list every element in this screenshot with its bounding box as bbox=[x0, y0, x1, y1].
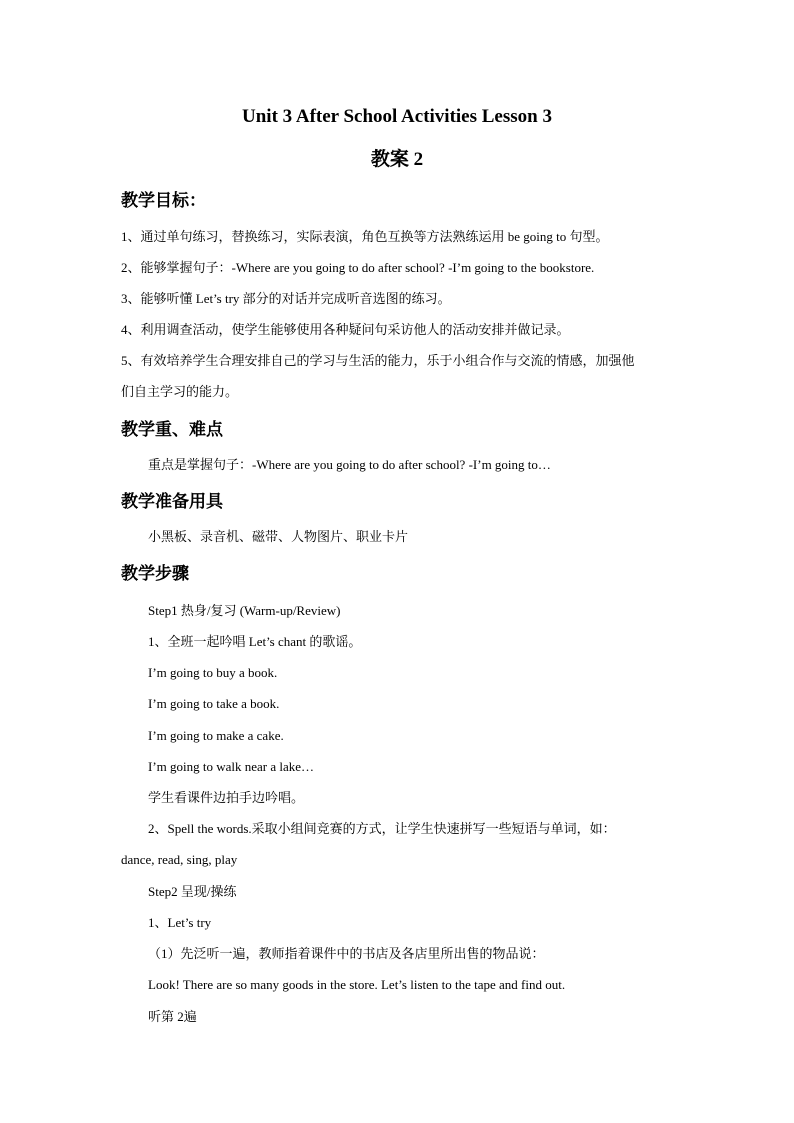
objective-item: 3、能够听懂 Let’s try 部分的对话并完成听音选图的练习。 bbox=[121, 291, 451, 306]
step-line: 2、Spell the words.采取小组间竞赛的方式，让学生快速拼写一些短语与单词，如： bbox=[148, 821, 616, 836]
chant-line: I’m going to make a cake. bbox=[148, 728, 284, 743]
section-heading-steps: 教学步骤 bbox=[121, 564, 189, 584]
key-points-text: 重点是掌握句子：-Where are you going to do after school? -I’m going to… bbox=[148, 457, 551, 472]
objective-item: 1、通过单句练习，替换练习，实际表演，角色互换等方法熟练运用 be going to 句型。 bbox=[121, 229, 609, 244]
chant-line: I’m going to take a book. bbox=[148, 696, 280, 711]
section-heading-objectives: 教学目标： bbox=[121, 191, 206, 211]
materials-text: 小黑板、录音机、磁带、人物图片、职业卡片 bbox=[148, 529, 409, 544]
document-subtitle: 教案 2 bbox=[370, 149, 424, 170]
step-line: 1、Let’s try bbox=[148, 915, 212, 930]
step-line: （1）先泛听一遍，教师指着课件中的书店及各店里所出售的物品说： bbox=[148, 946, 545, 961]
document-title: Unit 3 After School Activities Lesson 3 bbox=[242, 106, 552, 127]
step-line: 听第 2遍 bbox=[148, 1009, 197, 1024]
chant-line: I’m going to buy a book. bbox=[148, 665, 278, 680]
objective-item-continuation: 们自主学习的能力。 bbox=[121, 384, 239, 399]
step-line: 学生看课件边拍手边吟唱。 bbox=[148, 790, 305, 805]
step-line: Look! There are so many goods in the store. Let’s listen to the tape and find out. bbox=[148, 977, 566, 992]
step-line-continuation: dance, read, sing, play bbox=[121, 852, 238, 867]
step-line: Step2 呈现/操练 bbox=[148, 884, 237, 899]
step-line: Step1 热身/复习 (Warm-up/Review) bbox=[148, 603, 341, 618]
objective-item: 4、利用调查活动，使学生能够使用各种疑问句采访他人的活动安排并做记录。 bbox=[121, 322, 570, 337]
objective-item: 2、能够掌握句子：-Where are you going to do after school? -I’m going to the bookstore. bbox=[121, 260, 595, 275]
objective-item: 5、有效培养学生合理安排自己的学习与生活的能力，乐于小组合作与交流的情感，加强他 bbox=[121, 353, 635, 368]
section-heading-materials: 教学准备用具 bbox=[121, 492, 223, 512]
section-heading-key-points: 教学重、难点 bbox=[121, 420, 223, 440]
step-line: 1、全班一起吟唱 Let’s chant 的歌谣。 bbox=[148, 634, 362, 649]
chant-line: I’m going to walk near a lake… bbox=[148, 759, 315, 774]
